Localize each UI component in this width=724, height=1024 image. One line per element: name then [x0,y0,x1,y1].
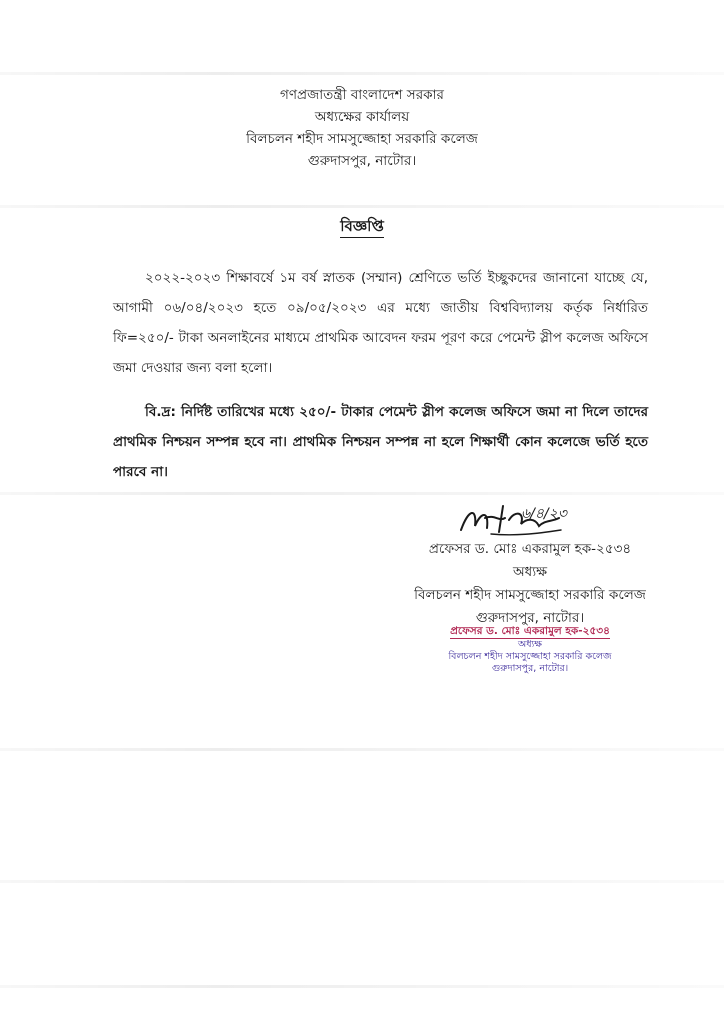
stamp-designation: অধ্যক্ষ [517,639,542,650]
college-name: বিলচলন শহীদ সামসুজ্জোহা সরকারি কলেজ [246,131,478,147]
stamp-location: গুরুদাসপুর, নাটোর। [491,663,569,674]
signatory-college: বিলচলন শহীদ সামসুজ্জোহা সরকারি কলেজ [414,587,646,603]
notice-title-text: বিজ্ঞপ্তি [340,217,384,238]
scan-streak [0,492,724,495]
signatory-name: প্রফেসর ড. মোঃ একরামুল হক-২৫৩৪ [428,541,632,557]
notice-title [0,215,724,240]
notice-note-paragraph: বি.দ্র: নির্দিষ্ট তারিখের মধ্যে ২৫০/- টাকার পেমেন্ট স্লীপ কলেজ অফিসে জমা না দিলে তাদের প্রাথমিক নিশ্চয়ন সম্পন্ন হবে না। প্রাথমিক নিশ্চয়ন সম্পন্ন না হলে শিক্ষার্থী কোন কলেজে ভর্তি হতে পারবে না। [113,404,648,480]
notice-body [113,263,648,383]
scan-streak [0,205,724,208]
scan-streak [0,748,724,751]
letterhead [0,84,724,172]
signoff-block [380,538,680,630]
government-line: গণপ্রজাতন্ত্রী বাংলাদেশ সরকার [280,87,444,103]
signature-date: ৬/৪/২৩ [521,506,567,522]
stamp-name: প্রফেসর ড. মোঃ একরামুল হক-২৫৩৪ [450,625,610,637]
notice-note [113,397,648,487]
official-stamp [430,624,630,675]
office-line: অধ্যক্ষের কার্যালয় [314,109,410,125]
signatory-location: গুরুদাসপুর, নাটোর। [475,610,585,626]
signature [455,500,565,540]
notice-paragraph: ২০২২-২০২৩ শিক্ষাবর্ষে ১ম বর্ষ স্নাতক (সম্মান) শ্রেণিতে ভর্তি ইচ্ছুকদের জানানো যাচ্ছে যে, আগামী ০৬/০৪/২০২৩ হতে ০৯/০৫/২০২৩ এর মধ্যে জাতীয় বিশ্ববিদ্যালয় কর্তৃক নির্ধারিত ফি=২৫০/- টাকা অনলাইনের মাধ্যমে প্রাথমিক আবেদন ফরম পূরণ করে পেমেন্ট স্লীপ কলেজ অফিসে জমা দেওয়ার জন্য বলা হলো। [113,270,648,376]
scan-streak [0,880,724,883]
college-location: গুরুদাসপুর, নাটোর। [307,153,417,169]
stamp-college: বিলচলন শহীদ সামসুজ্জোহা সরকারি কলেজ [448,651,612,662]
signatory-designation: অধ্যক্ষ [512,564,548,580]
scan-streak [0,985,724,988]
scan-streak [0,72,724,75]
